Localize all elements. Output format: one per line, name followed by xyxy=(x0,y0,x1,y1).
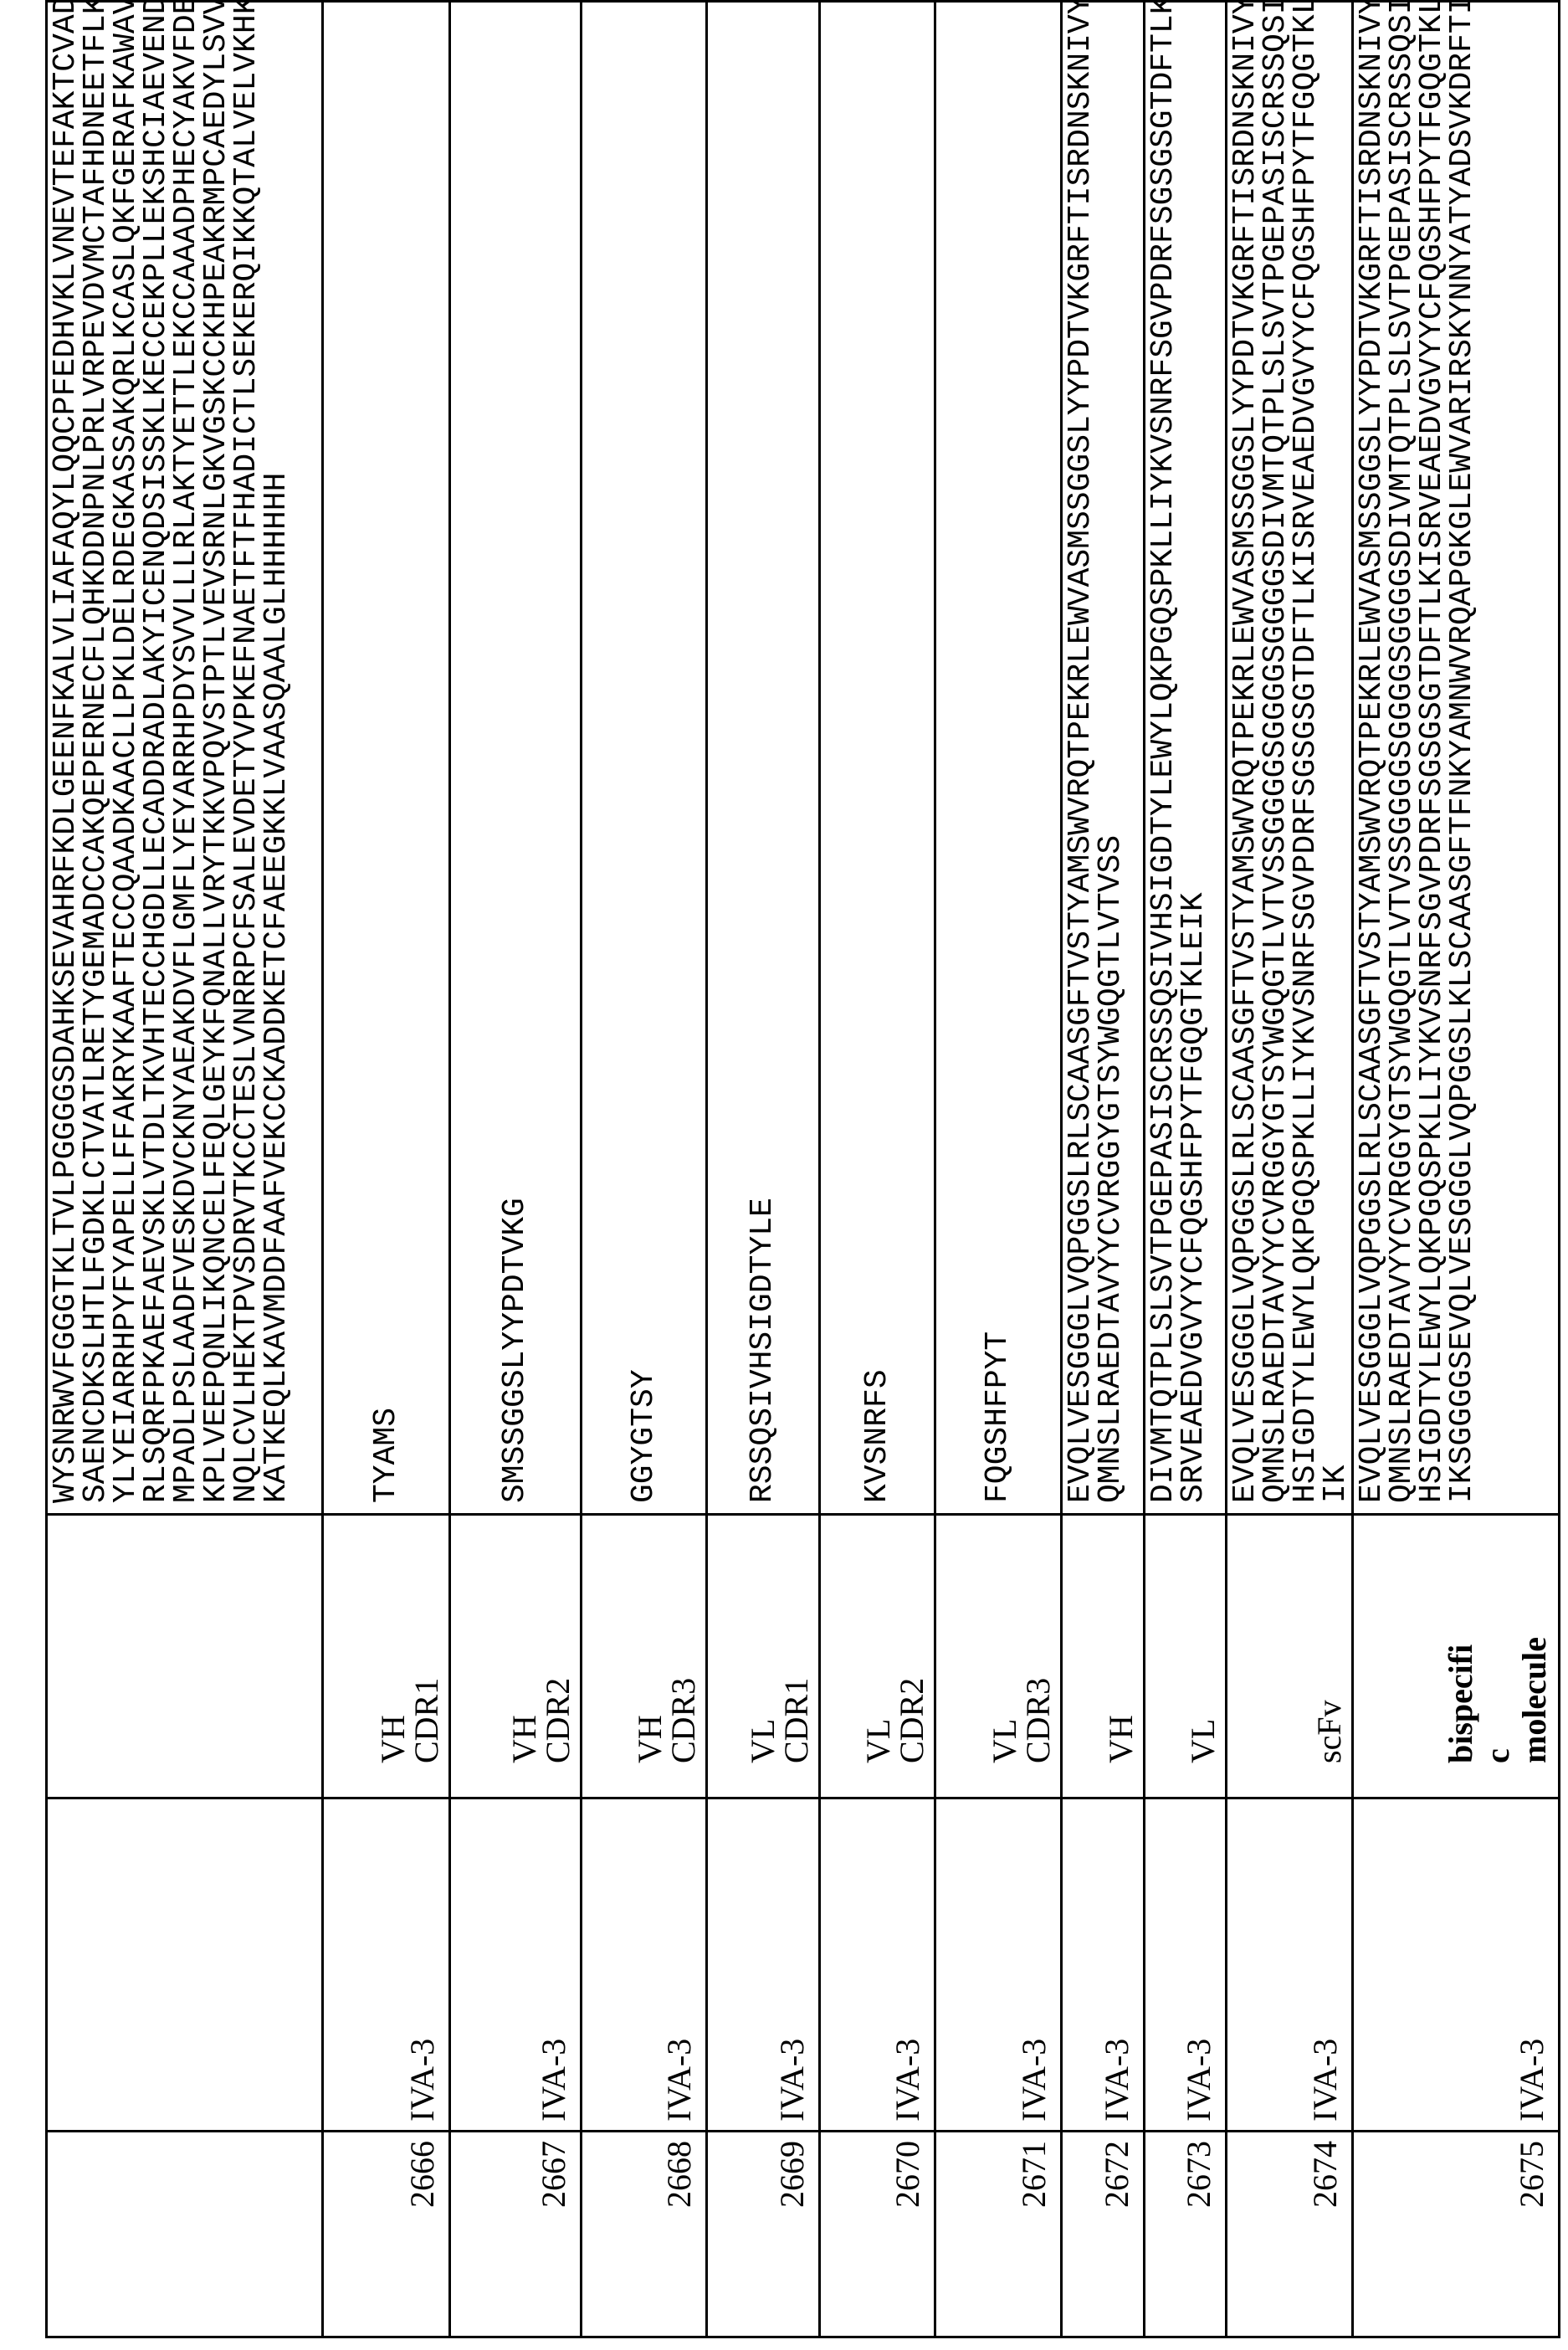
seq-id-cell: 2669 xyxy=(707,2132,820,2337)
table-row xyxy=(47,2,323,2337)
sequence-cell xyxy=(1353,2,1560,1515)
name-cell: IVA-3 xyxy=(323,1798,450,2132)
table-row xyxy=(1062,2,1145,2337)
name-cell: IVA-3 xyxy=(935,1798,1062,2132)
sequence-line: SAENCDKSLHTLFGDKLCTVATLRETYGEMADCCAKQEPERNECFLQHKDDNPNLPRLVRPEVDVMCTAFHDNEETFLKK xyxy=(81,11,111,1503)
sequence-line: EVQLVESGGGLVQPGGSLRLSCAASGFTVSTYAMSWVRQTPEKRLEWVASMSSGGSLYYPDTVKGRFTISRDNSKNIVYL xyxy=(1357,11,1387,1503)
seq-id-cell: 2667 xyxy=(450,2132,582,2337)
sequence-line: RSSQSIVHSIGDTYLE xyxy=(748,11,778,1503)
name-cell xyxy=(47,1798,323,2132)
name-cell: IVA-3 xyxy=(582,1798,707,2132)
seq-id-cell: 2668 xyxy=(582,2132,707,2337)
name-cell: IVA-3 xyxy=(450,1798,582,2132)
sequence-cell xyxy=(820,2,935,1515)
sequence-line: KPLVEEPQNLIKQNCELFEQLGEYKFQNALLVRYTKKVPQVSTPTLVEVSRNLGKVGSKCCKHPEAKRMPCAEDYLSVVL xyxy=(202,11,232,1503)
name-cell: IVA-3 xyxy=(1145,1798,1227,2132)
table-row xyxy=(935,2,1062,2337)
label-cell: bispecifi c molecule xyxy=(1353,1515,1560,1798)
name-cell: IVA-3 xyxy=(1227,1798,1353,2132)
table-row xyxy=(582,2,707,2337)
sequence-line: FQGSHFPYT xyxy=(983,11,1013,1503)
name-cell: IVA-3 xyxy=(707,1798,820,2132)
label-cell: VL CDR1 xyxy=(707,1515,820,1798)
seq-id-cell: 2672 xyxy=(1062,2132,1145,2337)
label-cell: VH CDR3 xyxy=(582,1515,707,1798)
seq-id-cell: 2670 xyxy=(820,2132,935,2337)
sequence-line: HSIGDTYLEWYLQKPGQSPKLLIYKVSNRFSGVPDRFSGSGSGTDFTLKISRVEAEDVGVYYCFQGSHFPYTFGQGTKLE xyxy=(1417,11,1448,1503)
name-cell: IVA-3 xyxy=(1062,1798,1145,2132)
seq-id-cell: 2671 xyxy=(935,2132,1062,2337)
table-row xyxy=(707,2,820,2337)
sequence-cell xyxy=(47,2,323,1515)
sequence-line: DIVMTQTPLSLSVTPGEPASISCRSSQSIVHSIGDTYLEWYLQKPGQSPKLLIYKVSNRFSGVPDRFSGSGSGTDFTLKI xyxy=(1149,11,1179,1503)
table-row xyxy=(1227,2,1353,2337)
label-cell: VH CDR2 xyxy=(450,1515,582,1798)
table-row xyxy=(820,2,935,2337)
label-cell: VH xyxy=(1062,1515,1145,1798)
sequence-line: KATKEQLKAVMDDFAAFVEKCCKADDKETCFAEEGKKLVAASQAALGLHHHHHH xyxy=(262,11,292,1503)
seq-id-cell: 2666 xyxy=(323,2132,450,2337)
sequence-line: YLYEIARRHPYFYAPELLFFAKRYKAAFTECCQAADKAACLLPKLDELRDEGKASSAKQRLKCASLQKFGERAFKAWAVA xyxy=(111,11,141,1503)
sequence-line: QMNSLRAEDTAVYYCVRGGYGTSYWGQGTLVTVSSGGGGSGGGGSGGGGSDIVMTQTPLSLSVTPGEPASISCRSSQSIV xyxy=(1261,11,1291,1503)
sequence-line: GGYGTSY xyxy=(629,11,659,1503)
label-cell: scFv xyxy=(1227,1515,1353,1798)
table-row xyxy=(323,2,450,2337)
sequence-cell xyxy=(1062,2,1145,1515)
name-cell: IVA-3 xyxy=(1353,1798,1560,2132)
label-cell: VL xyxy=(1145,1515,1227,1798)
sequence-cell xyxy=(707,2,820,1515)
sequence-line: WYSNRWVFGGGTKLTVLPGGGGSDAHKSEVAHRFKDLGEENFKALVLIAFAQYLQQCPFEDHVKLVNEVTEFAKTCVADE xyxy=(51,11,81,1503)
sequence-line: KVSNRFS xyxy=(863,11,893,1503)
table-row xyxy=(1353,2,1560,2337)
sequence-line: MPADLPSLAADFVESKDVCKNYAEAKDVFLGMFLYEYARRHPDYSVVLLLRLAKTYETTLEKCCAAADPHECYAKVFDEF xyxy=(172,11,202,1503)
label-cell: VH CDR1 xyxy=(323,1515,450,1798)
sequence-line: SMSSGGSLYYPDTVKG xyxy=(500,11,530,1503)
sequence-line: TYAMS xyxy=(372,11,402,1503)
sequence-cell xyxy=(323,2,450,1515)
sequence-line: QMNSLRAEDTAVYYCVRGGYGTSYWGQGTLVTVSSGGGGSGGGGSGGGGSDIVMTQTPLSLSVTPGEPASISCRSSQSIV xyxy=(1387,11,1417,1503)
sequence-line: EVQLVESGGGLVQPGGSLRLSCAASGFTVSTYAMSWVRQTPEKRLEWVASMSSGGSLYYPDTVKGRFTISRDNSKNIVYL xyxy=(1066,11,1096,1503)
sequence-cell xyxy=(1145,2,1227,1515)
table-row xyxy=(1145,2,1227,2337)
sequence-line: EVQLVESGGGLVQPGGSLRLSCAASGFTVSTYAMSWVRQTPEKRLEWVASMSSGGSLYYPDTVKGRFTISRDNSKNIVYL xyxy=(1231,11,1261,1503)
sequence-cell xyxy=(450,2,582,1515)
sequence-line: QMNSLRAEDTAVYYCVRGGYGTSYWGQGTLVTVSS xyxy=(1096,11,1126,1503)
name-cell: IVA-3 xyxy=(820,1798,935,2132)
seq-id-cell xyxy=(47,2132,323,2337)
sequence-table xyxy=(45,0,1560,2338)
sequence-cell xyxy=(1227,2,1353,1515)
sequence-line: IKSGGGGSEVQLVESGGGLVQPGGSLKLSCAASGFTFNKYAMNWVRQAPGKGLEWVARIRSKYNNYATYADSVKDRFTI xyxy=(1448,11,1478,1503)
label-cell: VL CDR3 xyxy=(935,1515,1062,1798)
label-cell xyxy=(47,1515,323,1798)
sequence-line: SRVEAEDVGVYYCFQGSHFPYTFGQGTKLEIK xyxy=(1179,11,1209,1503)
sequence-cell xyxy=(935,2,1062,1515)
label-cell: VL CDR2 xyxy=(820,1515,935,1798)
sequence-line: RLSQRFPKAEFAEVSKLVTDLTKVHTECCHGDLLECADDRADLAKYICENQDSISSKLKECCEKPLLEKSHCIAEVENDE xyxy=(141,11,172,1503)
table-row xyxy=(450,2,582,2337)
seq-id-cell: 2675 xyxy=(1353,2132,1560,2337)
sequence-cell xyxy=(582,2,707,1515)
sequence-line: HSIGDTYLEWYLQKPGQSPKLLIYKVSNRFSGVPDRFSGSGSGTDFTLKISRVEAEDVGVYYCFQGSHFPYTFGQGTKLE xyxy=(1291,11,1321,1503)
sequence-line: NQLCVLHEKTPVSDRVTKCCTESLVNRRPCFSALEVDETYVPKEFNAETFTFHADICTLSEKERQIKKQTALVELVKHKP xyxy=(232,11,262,1503)
rotated-sequence-table xyxy=(45,0,1558,2338)
seq-id-cell: 2673 xyxy=(1145,2132,1227,2337)
seq-id-cell: 2674 xyxy=(1227,2132,1353,2337)
sequence-line: IK xyxy=(1321,11,1351,1503)
